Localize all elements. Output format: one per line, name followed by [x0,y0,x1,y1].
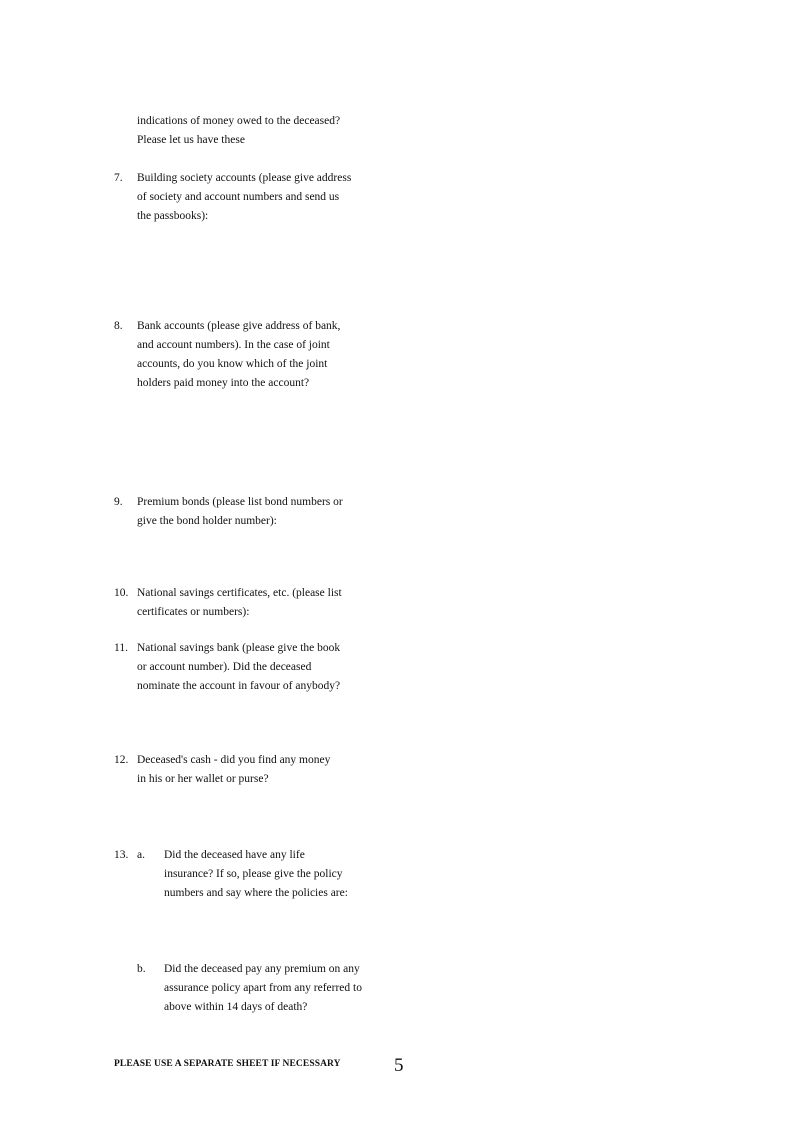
text-line: National savings certificates, etc. (please list [137,587,342,599]
text-line: Premium bonds (please list bond numbers or [137,496,343,508]
subquestion-letter: b. [137,963,146,975]
question-number: 13. [114,849,129,861]
subquestion-letter: a. [137,849,145,861]
question-number: 8. [114,320,123,332]
question-number: 9. [114,496,123,508]
page-number: 5 [394,1055,404,1076]
text-line: nominate the account in favour of anybody? [137,680,341,692]
text-line: National savings bank (please give the book [137,642,341,654]
question-number: 7. [114,172,123,184]
text-line: Did the deceased pay any premium on any [164,963,360,975]
text-line: Please let us have these [137,134,245,146]
text-line: Bank accounts (please give address of bank, [137,320,341,332]
text-line: assurance policy apart from any referred to [164,982,362,994]
text-line: insurance? If so, please give the policy [164,868,343,880]
footer-note: PLEASE USE A SEPARATE SHEET IF NECESSARY [114,1059,341,1069]
question-number: 12. [114,754,129,766]
text-line: give the bond holder number): [137,515,277,527]
text-line: holders paid money into the account? [137,377,310,389]
text-line: of society and account numbers and send us [137,191,340,203]
text-line: certificates or numbers): [137,606,250,618]
question-number: 10. [114,587,129,599]
text-line: or account number). Did the deceased [137,661,312,673]
text-line: Did the deceased have any life [164,849,305,861]
text-line: indications of money owed to the deceased? [137,115,341,127]
text-line: numbers and say where the policies are: [164,887,348,899]
text-line: Building society accounts (please give address [137,172,352,184]
text-line: Deceased's cash - did you find any money [137,754,331,766]
text-line: above within 14 days of death? [164,1001,308,1013]
text-line: and account numbers). In the case of joint [137,339,330,351]
text-line: the passbooks): [137,210,209,222]
question-number: 11. [114,642,128,654]
text-line: in his or her wallet or purse? [137,773,269,785]
text-line: accounts, do you know which of the joint [137,358,328,370]
